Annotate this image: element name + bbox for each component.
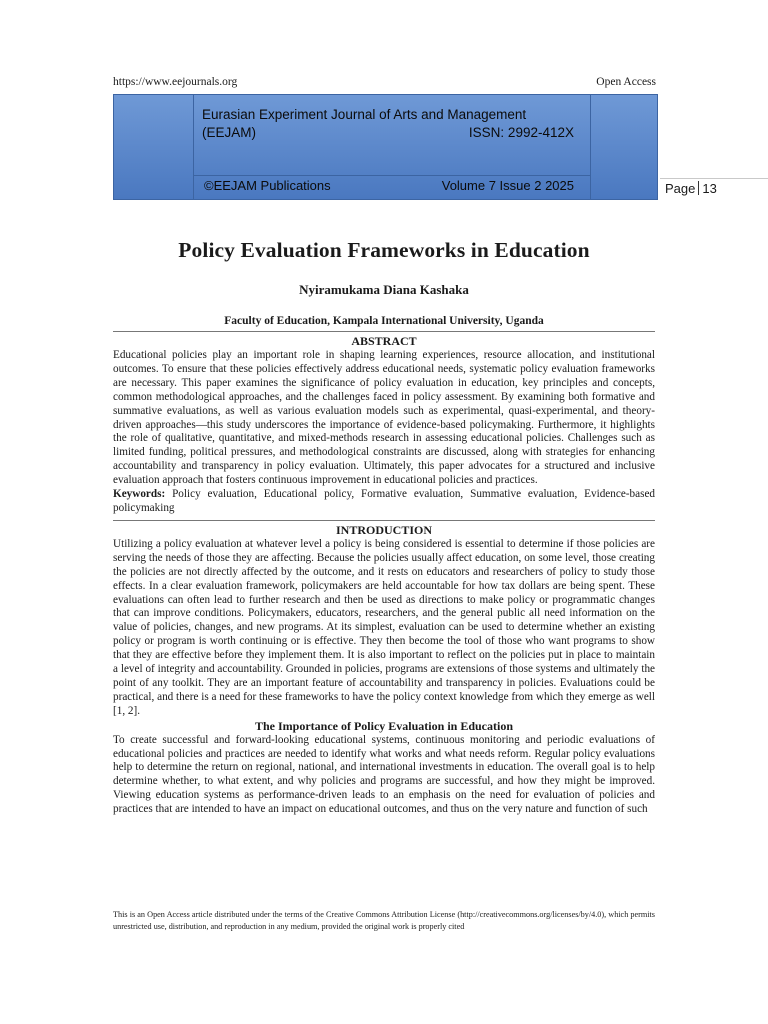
- page-number-separator: [698, 181, 699, 195]
- page-number: [665, 181, 717, 196]
- banner-divider-horizontal: [193, 175, 591, 176]
- article-author: Nyiramukama Diana Kashaka: [299, 282, 469, 297]
- abstract-rule: [113, 331, 655, 332]
- journal-publisher-row: [204, 178, 574, 193]
- page-number-value: 13: [702, 181, 717, 196]
- journal-volume: Volume 7 Issue 2 2025: [441, 178, 574, 193]
- introduction-text: Utilizing a policy evaluation at whatever level a policy is being considered is essential to determine if those policies are serving the needs of those they are affecting. Because the policies usually affect education, on some level, those creating the policies are not directly affected by the outcome, and it rests on educators and researchers of policy to study those effects. In a clear evaluation framework, policymakers are held accountable for how tax dollars are being spent. These evaluations can often lead to further research and then be used as directions to make policy or programmatic changes that can improve conditions. Policymakers, educators, researchers, and the general public all need information on the value of policies, changes, and new programs. At its simplest, evaluation can be used to determine whether an existing policy or program is worth continuing or is effective. They then become the tool of those who want programs to show that they are effective before they implement them. It is also important to reflect on the policies put in place to maintain a level of integrity and accountability. Grounded in policies, programs are extensions of those systems and ultimately the point of any toolkit. They are an important feature of accountability and transparency in policies. Evaluations could be practical, and there is a need for these frameworks to have the policy context knowledge from which they emerge as well [1, 2].: [113, 537, 655, 717]
- article-body: [113, 238, 655, 817]
- article-affiliation: Faculty of Education, Kampala International University, Uganda: [224, 315, 544, 327]
- journal-publisher: ©EEJAM Publications: [204, 178, 331, 193]
- journal-abbrev-row: [202, 125, 574, 140]
- banner-divider-right: [590, 95, 591, 199]
- journal-name: Eurasian Experiment Journal of Arts and Management: [202, 107, 527, 122]
- introduction-heading: INTRODUCTION: [335, 522, 432, 537]
- page-label: Page: [665, 181, 696, 196]
- article-title: Policy Evaluation Frameworks in Education: [178, 238, 590, 262]
- page-number-rule: [660, 178, 768, 179]
- banner-divider-left: [193, 95, 194, 199]
- open-access-label: Open Access: [596, 76, 656, 88]
- intro-rule: [113, 520, 655, 521]
- abstract-heading: ABSTRACT: [351, 334, 417, 348]
- subsection-heading: The Importance of Policy Evaluation in Education: [254, 718, 514, 733]
- keywords-label: Keywords:: [113, 488, 166, 501]
- keywords-text: Policy evaluation, Educational policy, Formative evaluation, Summative evaluation, Evidence-based policymaking: [113, 488, 655, 514]
- journal-issn: ISSN: 2992-412X: [468, 125, 574, 140]
- license-footer: This is an Open Access article distributed under the terms of the Creative Commons Attribution License (http://creativecommons.org/licenses/by/4.0), which permits unrestricted use, distribution, and reproduction in any medium, provided the original work is properly cited: [113, 910, 655, 931]
- page-header: [113, 76, 656, 88]
- subsection-text: To create successful and forward-looking educational systems, continuous monitoring and periodic evaluations of educational policies and practices are needed to identify what works and what needs reform. Regular policy evaluations help to determine the return on regional, national, and international investments in education. The overall goal is to help determine whether, to what extent, and why policies and programs are successful, and how they might be improved. Viewing education systems as performance-driven leads to an emphasis on the need for evaluation of policies and practices that are intended to have an impact on educational outcomes, and thus on the very nature and function of such: [113, 733, 655, 816]
- abstract-text: Educational policies play an important role in shaping learning experiences, resource allocation, and institutional outcomes. To ensure that these policies effectively address educational needs, systematic policy evaluation frameworks are necessary. This paper examines the significance of policy evaluation in education, key principles and concepts, common methodological approaches, and the challenges faced in policy assessment. By examining both formative and summative evaluations, as well as various evaluation models such as experimental, quasi-experimental, and theory-driven approaches—this study underscores the importance of evidence-based policymaking. Furthermore, it highlights the role of qualitative, quantitative, and mixed-methods research in assessing educational policies. Challenges such as limited funding, political pressures, and methodological constraints are discussed, along with strategies for enhancing accountability and transparency in policy evaluation. Ultimately, this paper advocates for a structured and inclusive evaluation approach that fosters continuous improvement in educational policies and practices.: [113, 349, 655, 487]
- journal-url-link[interactable]: https://www.eejournals.org: [113, 76, 238, 88]
- journal-banner: [113, 94, 658, 200]
- journal-abbrev: (EEJAM): [202, 125, 256, 140]
- keywords: [113, 488, 655, 516]
